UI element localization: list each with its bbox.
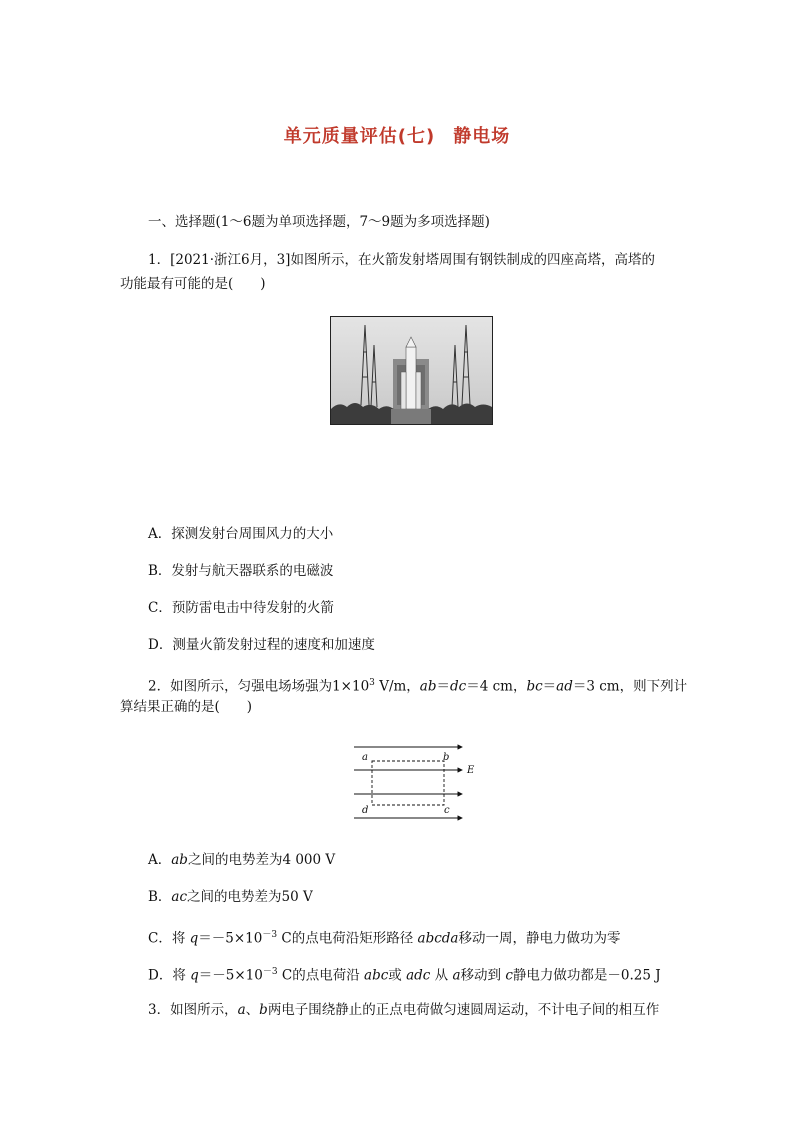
label-a: a [362,752,368,763]
q2-option-a: A．ab之间的电势差为4 000 V [148,852,336,868]
label-e: E [467,765,475,776]
q1-stem-line1: 1．[2021·浙江6月，3]如图所示，在火箭发射塔周围有钢铁制成的四座高塔，高塔的 [148,252,655,268]
q1-option-b: B．发射与航天器联系的电磁波 [148,563,334,579]
title-main: 单元质量评估(七) [283,126,436,147]
q1-option-d: D．测量火箭发射过程的速度和加速度 [148,637,375,653]
q2-stem-line1: 2．如图所示，匀强电场场强为$1\times 10^3$ V/m，ab＝dc＝4 cm，bc＝ad＝3 cm，则下列计 [148,678,688,695]
q2-option-b: B．ac之间的电势差为50 V [148,889,313,905]
q2-option-c: C．将 $q=-5\times 10^{-3}$ C的点电荷沿矩形路径 abcda移动一周，静电力做功为零 [148,930,621,947]
q1-option-a: A．探测发射台周围风力的大小 [148,526,334,542]
section-heading: 一、选择题(1～6题为单项选择题，7～9题为多项选择题) [148,214,490,230]
title-sub: 静电场 [453,126,511,147]
q3-stem-line1: 3．如图所示，a、b两电子围绕静止的正点电荷做匀速圆周运动，不计电子间的相互作 [148,1002,660,1018]
q2-stem-line2: 算结果正确的是( ) [120,699,253,715]
rocket-launch-photo [330,316,493,425]
label-c: c [444,805,450,816]
q1-option-c: C．预防雷电击中待发射的火箭 [148,600,334,616]
q2-option-d: D．将 $q=-5\times 10^{-3}$ C的点电荷沿 abc或 adc 从 a移动到 c静电力做功都是－0.25 J [148,967,661,984]
q1-stem-line2: 功能最有可能的是( ) [120,276,266,292]
label-d: d [362,805,369,816]
page-title [0,122,794,148]
label-b: b [443,752,450,763]
electric-field-diagram [350,742,490,824]
